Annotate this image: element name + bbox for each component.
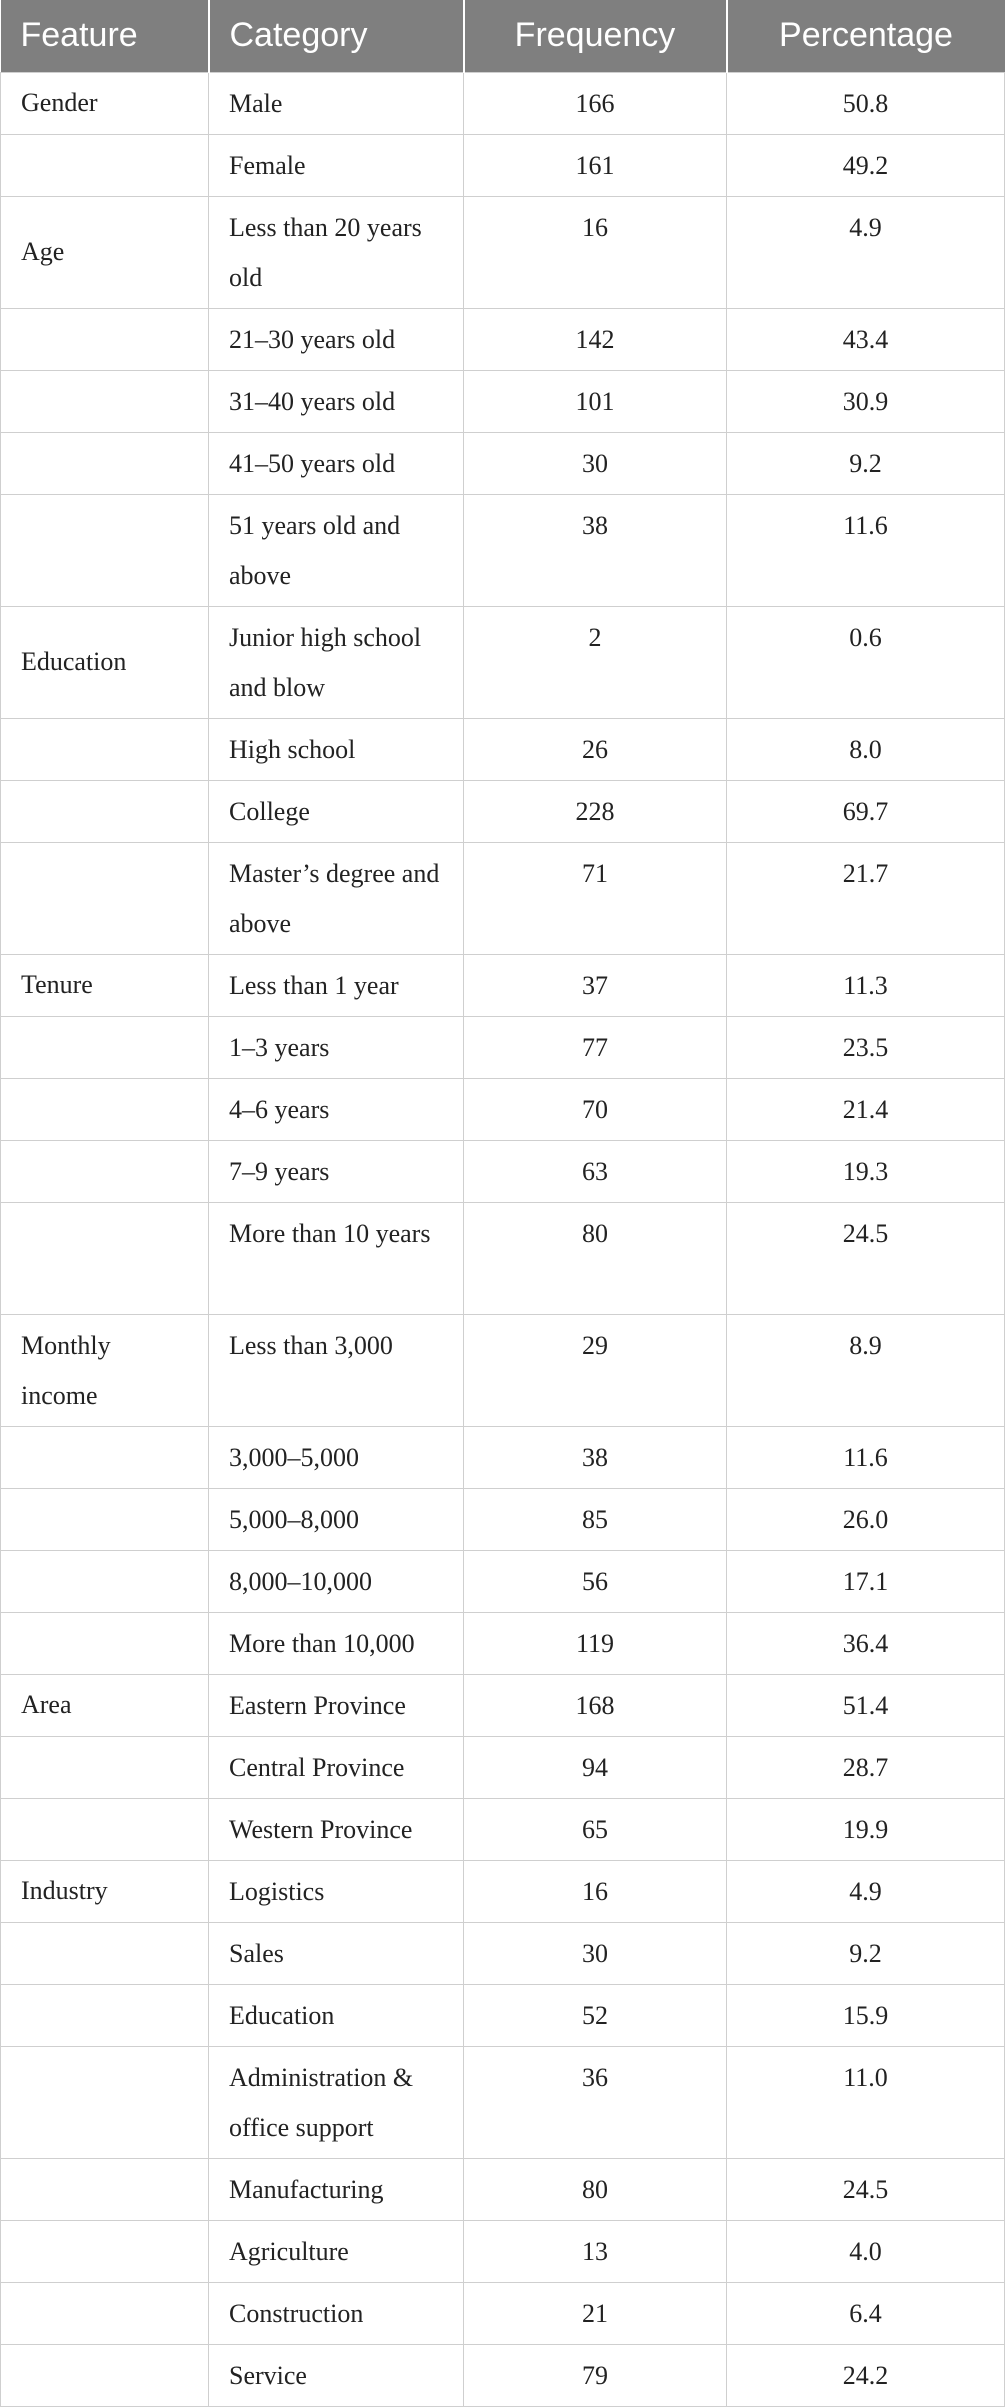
category-cell: Administration & office support [209,2046,464,2158]
category-cell: Less than 1 year [209,954,464,1016]
frequency-cell: 2 [464,606,727,718]
frequency-cell: 70 [464,1078,727,1140]
category-cell: 3,000–5,000 [209,1426,464,1488]
percentage-cell: 28.7 [727,1736,1005,1798]
percentage-cell: 19.9 [727,1798,1005,1860]
category-cell: Western Province [209,1798,464,1860]
frequency-cell: 38 [464,1426,727,1488]
category-cell: Female [209,134,464,196]
percentage-cell: 21.4 [727,1078,1005,1140]
table-row [1,2344,1005,2406]
category-cell: Male [209,72,464,134]
frequency-cell: 77 [464,1016,727,1078]
table-row [1,1984,1005,2046]
percentage-cell: 21.7 [727,842,1005,954]
category-cell: Logistics [209,1860,464,1922]
feature-cell [1,1736,209,1798]
frequency-cell: 228 [464,780,727,842]
table-body [1,72,1005,2406]
frequency-cell: 85 [464,1488,727,1550]
frequency-cell: 26 [464,718,727,780]
frequency-cell: 142 [464,308,727,370]
category-cell: Service [209,2344,464,2406]
frequency-cell: 16 [464,1860,727,1922]
table-row [1,72,1005,134]
feature-cell: Industry [1,1860,209,1922]
table-row [1,134,1005,196]
category-cell: Eastern Province [209,1674,464,1736]
feature-cell: Area [1,1674,209,1736]
frequency-cell: 13 [464,2220,727,2282]
frequency-cell: 30 [464,432,727,494]
category-cell: 8,000–10,000 [209,1550,464,1612]
header-percentage: Percentage [727,0,1005,72]
percentage-cell: 8.0 [727,718,1005,780]
percentage-cell: 15.9 [727,1984,1005,2046]
category-cell: Manufacturing [209,2158,464,2220]
table-row [1,780,1005,842]
category-cell: Education [209,1984,464,2046]
frequency-cell: 168 [464,1674,727,1736]
percentage-cell: 11.6 [727,1426,1005,1488]
table-row [1,1140,1005,1202]
feature-cell [1,432,209,494]
percentage-cell: 4.9 [727,196,1005,308]
feature-cell: Age [1,196,209,308]
frequency-cell: 38 [464,494,727,606]
frequency-cell: 166 [464,72,727,134]
feature-cell [1,1140,209,1202]
percentage-cell: 11.3 [727,954,1005,1016]
feature-cell [1,2220,209,2282]
frequency-cell: 119 [464,1612,727,1674]
table-row [1,308,1005,370]
percentage-cell: 49.2 [727,134,1005,196]
feature-cell [1,134,209,196]
table-row [1,2046,1005,2158]
header-feature: Feature [1,0,209,72]
frequency-cell: 29 [464,1314,727,1426]
feature-cell: Gender [1,72,209,134]
feature-cell: Tenure [1,954,209,1016]
percentage-cell: 26.0 [727,1488,1005,1550]
percentage-cell: 4.9 [727,1860,1005,1922]
category-cell: Agriculture [209,2220,464,2282]
feature-cell [1,2158,209,2220]
feature-cell [1,494,209,606]
feature-cell: Monthly income [1,1314,209,1426]
feature-cell [1,780,209,842]
table-row [1,1314,1005,1426]
frequency-cell: 30 [464,1922,727,1984]
table-row [1,494,1005,606]
category-cell: Less than 20 years old [209,196,464,308]
table-row [1,954,1005,1016]
category-cell: 5,000–8,000 [209,1488,464,1550]
frequency-cell: 101 [464,370,727,432]
feature-cell [1,2282,209,2344]
feature-cell [1,1612,209,1674]
table-row [1,370,1005,432]
percentage-cell: 36.4 [727,1612,1005,1674]
feature-cell [1,1922,209,1984]
percentage-cell: 30.9 [727,370,1005,432]
frequency-cell: 80 [464,1202,727,1314]
table-row [1,1078,1005,1140]
frequency-cell: 16 [464,196,727,308]
frequency-cell: 94 [464,1736,727,1798]
category-cell: 21–30 years old [209,308,464,370]
percentage-cell: 9.2 [727,1922,1005,1984]
table-row [1,1016,1005,1078]
feature-cell [1,1798,209,1860]
table-row [1,2158,1005,2220]
feature-cell [1,2344,209,2406]
percentage-cell: 69.7 [727,780,1005,842]
percentage-cell: 8.9 [727,1314,1005,1426]
frequency-cell: 21 [464,2282,727,2344]
feature-cell [1,1202,209,1314]
percentage-cell: 4.0 [727,2220,1005,2282]
feature-cell [1,1984,209,2046]
percentage-cell: 0.6 [727,606,1005,718]
category-cell: 4–6 years [209,1078,464,1140]
percentage-cell: 19.3 [727,1140,1005,1202]
table-row [1,432,1005,494]
category-cell: Junior high school and blow [209,606,464,718]
table-row [1,1550,1005,1612]
feature-cell [1,1078,209,1140]
table-row [1,1674,1005,1736]
category-cell: 1–3 years [209,1016,464,1078]
frequency-cell: 63 [464,1140,727,1202]
table-row [1,1612,1005,1674]
frequency-cell: 52 [464,1984,727,2046]
frequency-cell: 80 [464,2158,727,2220]
table-row [1,2220,1005,2282]
table-row [1,1860,1005,1922]
category-cell: 31–40 years old [209,370,464,432]
category-cell: College [209,780,464,842]
table-row [1,1922,1005,1984]
table-row [1,196,1005,308]
feature-cell: Education [1,606,209,718]
percentage-cell: 24.5 [727,2158,1005,2220]
header-frequency: Frequency [464,0,727,72]
table-row [1,1202,1005,1314]
category-cell: Central Province [209,1736,464,1798]
percentage-cell: 43.4 [727,308,1005,370]
frequency-cell: 36 [464,2046,727,2158]
frequency-cell: 65 [464,1798,727,1860]
table-row [1,842,1005,954]
frequency-cell: 161 [464,134,727,196]
percentage-cell: 23.5 [727,1016,1005,1078]
category-cell: More than 10,000 [209,1612,464,1674]
header-row [1,0,1005,72]
category-cell: 7–9 years [209,1140,464,1202]
feature-cell [1,1016,209,1078]
frequency-cell: 37 [464,954,727,1016]
table-row [1,1488,1005,1550]
frequency-cell: 71 [464,842,727,954]
frequency-cell: 79 [464,2344,727,2406]
percentage-cell: 51.4 [727,1674,1005,1736]
category-cell: 51 years old and above [209,494,464,606]
percentage-cell: 50.8 [727,72,1005,134]
feature-cell [1,1426,209,1488]
header-category: Category [209,0,464,72]
category-cell: Sales [209,1922,464,1984]
percentage-cell: 11.6 [727,494,1005,606]
table-row [1,2282,1005,2344]
table-row [1,606,1005,718]
feature-cell [1,2046,209,2158]
table-row [1,1736,1005,1798]
percentage-cell: 24.2 [727,2344,1005,2406]
feature-cell [1,718,209,780]
percentage-cell: 24.5 [727,1202,1005,1314]
category-cell: 41–50 years old [209,432,464,494]
frequency-cell: 56 [464,1550,727,1612]
percentage-cell: 9.2 [727,432,1005,494]
category-cell: Construction [209,2282,464,2344]
feature-cell [1,842,209,954]
category-cell: Master’s degree and above [209,842,464,954]
category-cell: High school [209,718,464,780]
feature-cell [1,370,209,432]
table-row [1,1426,1005,1488]
table-header [1,0,1005,72]
percentage-cell: 17.1 [727,1550,1005,1612]
feature-cell [1,308,209,370]
feature-cell [1,1550,209,1612]
category-cell: Less than 3,000 [209,1314,464,1426]
percentage-cell: 6.4 [727,2282,1005,2344]
feature-cell [1,1488,209,1550]
percentage-cell: 11.0 [727,2046,1005,2158]
table-row [1,1798,1005,1860]
table-row [1,718,1005,780]
category-cell: More than 10 years [209,1202,464,1314]
